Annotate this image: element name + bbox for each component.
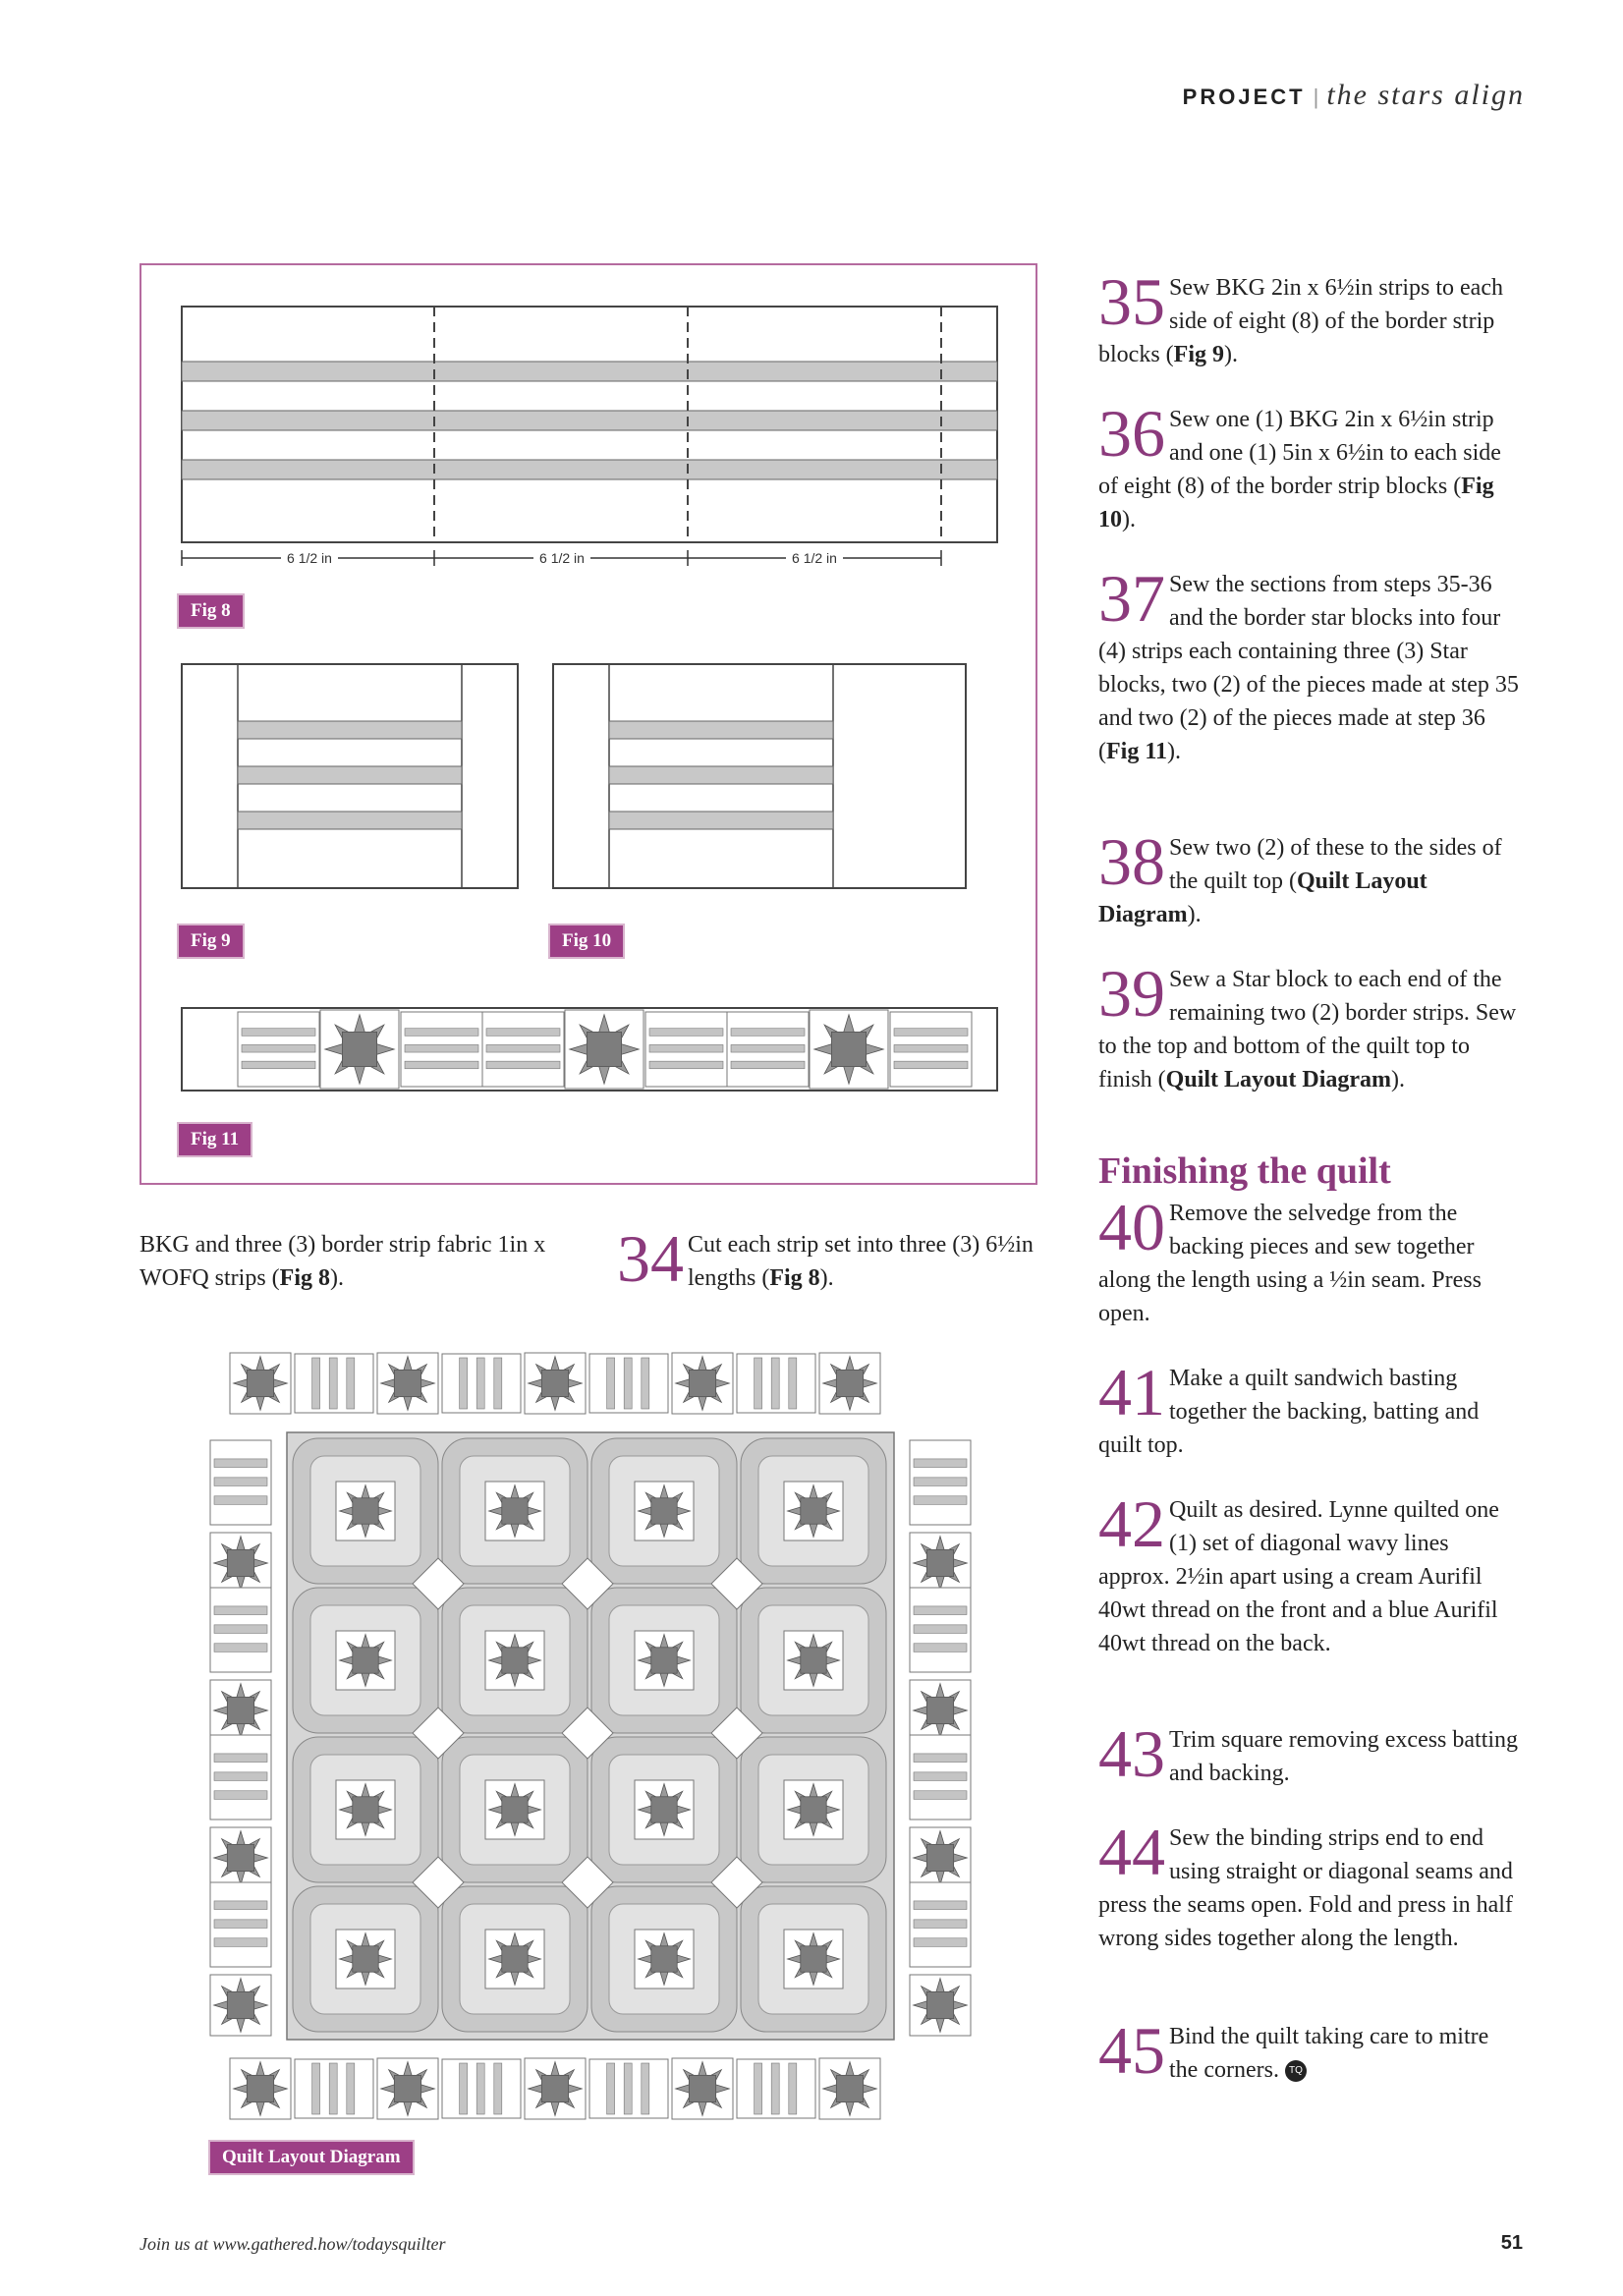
star-center [836, 2075, 863, 2101]
dimension-3: 6 1/2 in [792, 550, 837, 566]
star-center [353, 1946, 378, 1972]
strip [242, 1044, 315, 1052]
strip [476, 1358, 484, 1409]
step-43 [1098, 1716, 1521, 1791]
star-center [353, 1648, 378, 1673]
star-center [801, 1498, 826, 1524]
step39-number: 39 [1098, 956, 1165, 1031]
strip [755, 2063, 762, 2114]
strip [347, 2063, 355, 2114]
step35-text: Sew BKG 2in x 6½in strips to each side of eight (8) of the border strip blocks ( [1098, 275, 1503, 367]
strip [914, 1772, 967, 1781]
strip [329, 1358, 337, 1409]
strip [214, 1754, 267, 1763]
star-center [353, 1797, 378, 1822]
step39-ref: Quilt Layout Diagram [1165, 1067, 1392, 1092]
step41-text: Make a quilt sandwich basting together the backing, batting and quilt top. [1098, 1366, 1480, 1458]
step-39 [1098, 956, 1521, 1096]
step35-number: 35 [1098, 264, 1165, 339]
figures-drawing [140, 263, 1037, 1185]
strip [914, 1478, 967, 1486]
star-center [227, 1991, 253, 2018]
star-center [651, 1498, 677, 1524]
strip [642, 1358, 649, 1409]
step36-ref: Fig 10 [1098, 474, 1494, 532]
strip [914, 1496, 967, 1505]
star-center [926, 1549, 953, 1576]
step45-number: 45 [1098, 2013, 1165, 2088]
star-center [541, 2075, 568, 2101]
star-center [926, 1697, 953, 1723]
strip [771, 2063, 779, 2114]
running-header [1183, 79, 1525, 112]
strip [914, 1625, 967, 1634]
fig9-diagram [182, 664, 518, 888]
strip [312, 1358, 320, 1409]
strip [242, 1061, 315, 1069]
strip [771, 1358, 779, 1409]
section-title: Finishing the quilt [1098, 1150, 1391, 1192]
strip [476, 2063, 484, 2114]
step43-number: 43 [1098, 1716, 1165, 1791]
fig10-diagram [553, 664, 966, 888]
strip [486, 1061, 560, 1069]
step-38 [1098, 824, 1521, 931]
step-44 [1098, 1815, 1521, 1955]
step42-number: 42 [1098, 1486, 1165, 1561]
star-center [394, 1370, 420, 1396]
step34-end: ). [819, 1265, 834, 1291]
step44-number: 44 [1098, 1815, 1165, 1889]
step35-end: ). [1223, 342, 1238, 367]
strip [731, 1029, 805, 1036]
strip [214, 1644, 267, 1652]
step-36 [1098, 396, 1521, 536]
step34-text: Cut each strip set into three (3) 6½in lengths ( [688, 1232, 1034, 1291]
star-center [651, 1946, 677, 1972]
strip [649, 1029, 723, 1036]
step42-text: Quilt as desired. Lynne quilted one (1) set of diagonal wavy lines approx. 2½in apart using a cream Aurifil 40wt thread on the front and a blue Aurifil 40wt thread on the back. [1098, 1497, 1499, 1656]
end-mark-icon: TQ [1285, 2060, 1307, 2082]
header-title: the stars align [1326, 79, 1525, 111]
fig8-diagram [182, 307, 997, 566]
star-center [502, 1648, 528, 1673]
strip [214, 1459, 267, 1468]
header-project: PROJECT [1182, 84, 1306, 109]
strip [214, 1938, 267, 1947]
star-center [926, 1991, 953, 2018]
step-45 [1098, 2013, 1521, 2088]
strip [755, 1358, 762, 1409]
fig8-label: Fig 8 [177, 593, 245, 629]
strip [894, 1029, 968, 1036]
star-center [353, 1498, 378, 1524]
star-center [836, 1370, 863, 1396]
strip [494, 2063, 502, 2114]
step34-number: 34 [617, 1221, 684, 1296]
footer-url: Join us at www.gathered.how/todaysquilter [140, 2234, 446, 2254]
star-center [227, 1549, 253, 1576]
quilt-layout-label: Quilt Layout Diagram [208, 2140, 415, 2175]
step-35 [1098, 264, 1521, 371]
star-center [801, 1946, 826, 1972]
star-center [227, 1697, 253, 1723]
strip [789, 1358, 797, 1409]
dimension-2: 6 1/2 in [539, 550, 585, 566]
star-center [227, 1844, 253, 1871]
strip [486, 1044, 560, 1052]
strip [214, 1901, 267, 1910]
strip [649, 1061, 723, 1069]
star-center [689, 1370, 715, 1396]
star-center [926, 1844, 953, 1871]
step33-continuation [140, 1228, 572, 1295]
fig10-label: Fig 10 [548, 924, 625, 959]
strip [312, 2063, 320, 2114]
step37-ref: Fig 11 [1106, 739, 1168, 764]
strip [914, 1459, 967, 1468]
strip [214, 1496, 267, 1505]
strip [914, 1644, 967, 1652]
strip [642, 2063, 649, 2114]
strip [242, 1029, 315, 1036]
step33-end: ). [330, 1265, 344, 1291]
strip [914, 1901, 967, 1910]
star-center [541, 1370, 568, 1396]
star-center [502, 1797, 528, 1822]
star-center [502, 1498, 528, 1524]
strip [460, 1358, 468, 1409]
step36-number: 36 [1098, 396, 1165, 471]
star-center [651, 1648, 677, 1673]
step-42 [1098, 1486, 1521, 1660]
fig11-label: Fig 11 [177, 1122, 252, 1157]
strip [214, 1478, 267, 1486]
strip [731, 1061, 805, 1069]
strip [914, 1920, 967, 1929]
strip [649, 1044, 723, 1052]
star-center [651, 1797, 677, 1822]
step45-text: Bind the quilt taking care to mitre the corners. [1169, 2024, 1489, 2083]
step-41 [1098, 1355, 1521, 1462]
step36-text: Sew one (1) BKG 2in x 6½in strip and one (1) 5in x 6½in to each side of eight (8) of the border strip blocks ( [1098, 407, 1501, 499]
strip [214, 1791, 267, 1800]
strip [607, 2063, 615, 2114]
strip [914, 1754, 967, 1763]
star-center [247, 1370, 273, 1396]
step34-ref: Fig 8 [769, 1265, 820, 1291]
star-center [801, 1797, 826, 1822]
strip [914, 1938, 967, 1947]
star-center [502, 1946, 528, 1972]
star-center [689, 2075, 715, 2101]
strip [894, 1044, 968, 1052]
step36-end: ). [1122, 507, 1136, 532]
step43-text: Trim square removing excess batting and backing. [1169, 1727, 1519, 1786]
step38-number: 38 [1098, 824, 1165, 899]
strip [460, 2063, 468, 2114]
step40-text: Remove the selvedge from the backing pieces and sew together along the length using a ½in seam. Press open. [1098, 1201, 1482, 1326]
step38-text: Sew two (2) of these to the sides of the quilt top ( [1169, 835, 1502, 894]
page-number: 51 [1500, 2232, 1523, 2254]
strip [624, 2063, 632, 2114]
strip [914, 1606, 967, 1615]
strip [405, 1029, 478, 1036]
star-center [831, 1032, 866, 1066]
fig9-label: Fig 9 [177, 924, 245, 959]
strip [214, 1772, 267, 1781]
strip [731, 1044, 805, 1052]
step37-end: ). [1167, 739, 1182, 764]
step37-text: Sew the sections from steps 35-36 and the border star blocks into four (4) strips each containing three (3) Star blocks, two (2) of the pieces made at step 35 and two (2) of the pieces made at step 36 ( [1098, 572, 1519, 764]
dimension-1: 6 1/2 in [287, 550, 332, 566]
step33-ref: Fig 8 [279, 1265, 330, 1291]
step44-text: Sew the binding strips end to end using straight or diagonal seams and press the seams open. Fold and press in half wrong sides together along the length. [1098, 1825, 1513, 1951]
step37-number: 37 [1098, 561, 1165, 636]
step35-ref: Fig 9 [1173, 342, 1224, 367]
step40-number: 40 [1098, 1190, 1165, 1264]
strip [486, 1029, 560, 1036]
strip [914, 1791, 967, 1800]
strip [214, 1625, 267, 1634]
strip [894, 1061, 968, 1069]
strip [607, 1358, 615, 1409]
strip [214, 1920, 267, 1929]
step-34 [617, 1221, 1039, 1296]
step33-text: BKG and three (3) border strip fabric 1in x WOFQ strips ( [140, 1232, 546, 1291]
star-center [394, 2075, 420, 2101]
step-40 [1098, 1190, 1521, 1330]
step38-end: ). [1187, 902, 1202, 927]
strip [347, 1358, 355, 1409]
step39-text: Sew a Star block to each end of the remaining two (2) border strips. Sew to the top and bottom of the quilt top to finish ( [1098, 967, 1517, 1092]
strip [329, 2063, 337, 2114]
strip [789, 2063, 797, 2114]
star-center [342, 1032, 376, 1066]
step38-ref: Quilt Layout Diagram [1098, 868, 1427, 927]
strip [405, 1061, 478, 1069]
star-center [801, 1648, 826, 1673]
step39-end: ). [1391, 1067, 1406, 1092]
quilt-layout-diagram [208, 1344, 975, 2120]
strip [624, 1358, 632, 1409]
strip [494, 1358, 502, 1409]
step41-number: 41 [1098, 1355, 1165, 1429]
strip [405, 1044, 478, 1052]
header-separator: | [1313, 84, 1319, 109]
star-center [247, 2075, 273, 2101]
step-37 [1098, 561, 1521, 768]
star-center [587, 1032, 621, 1066]
strip [214, 1606, 267, 1615]
fig11-diagram [182, 1008, 997, 1091]
